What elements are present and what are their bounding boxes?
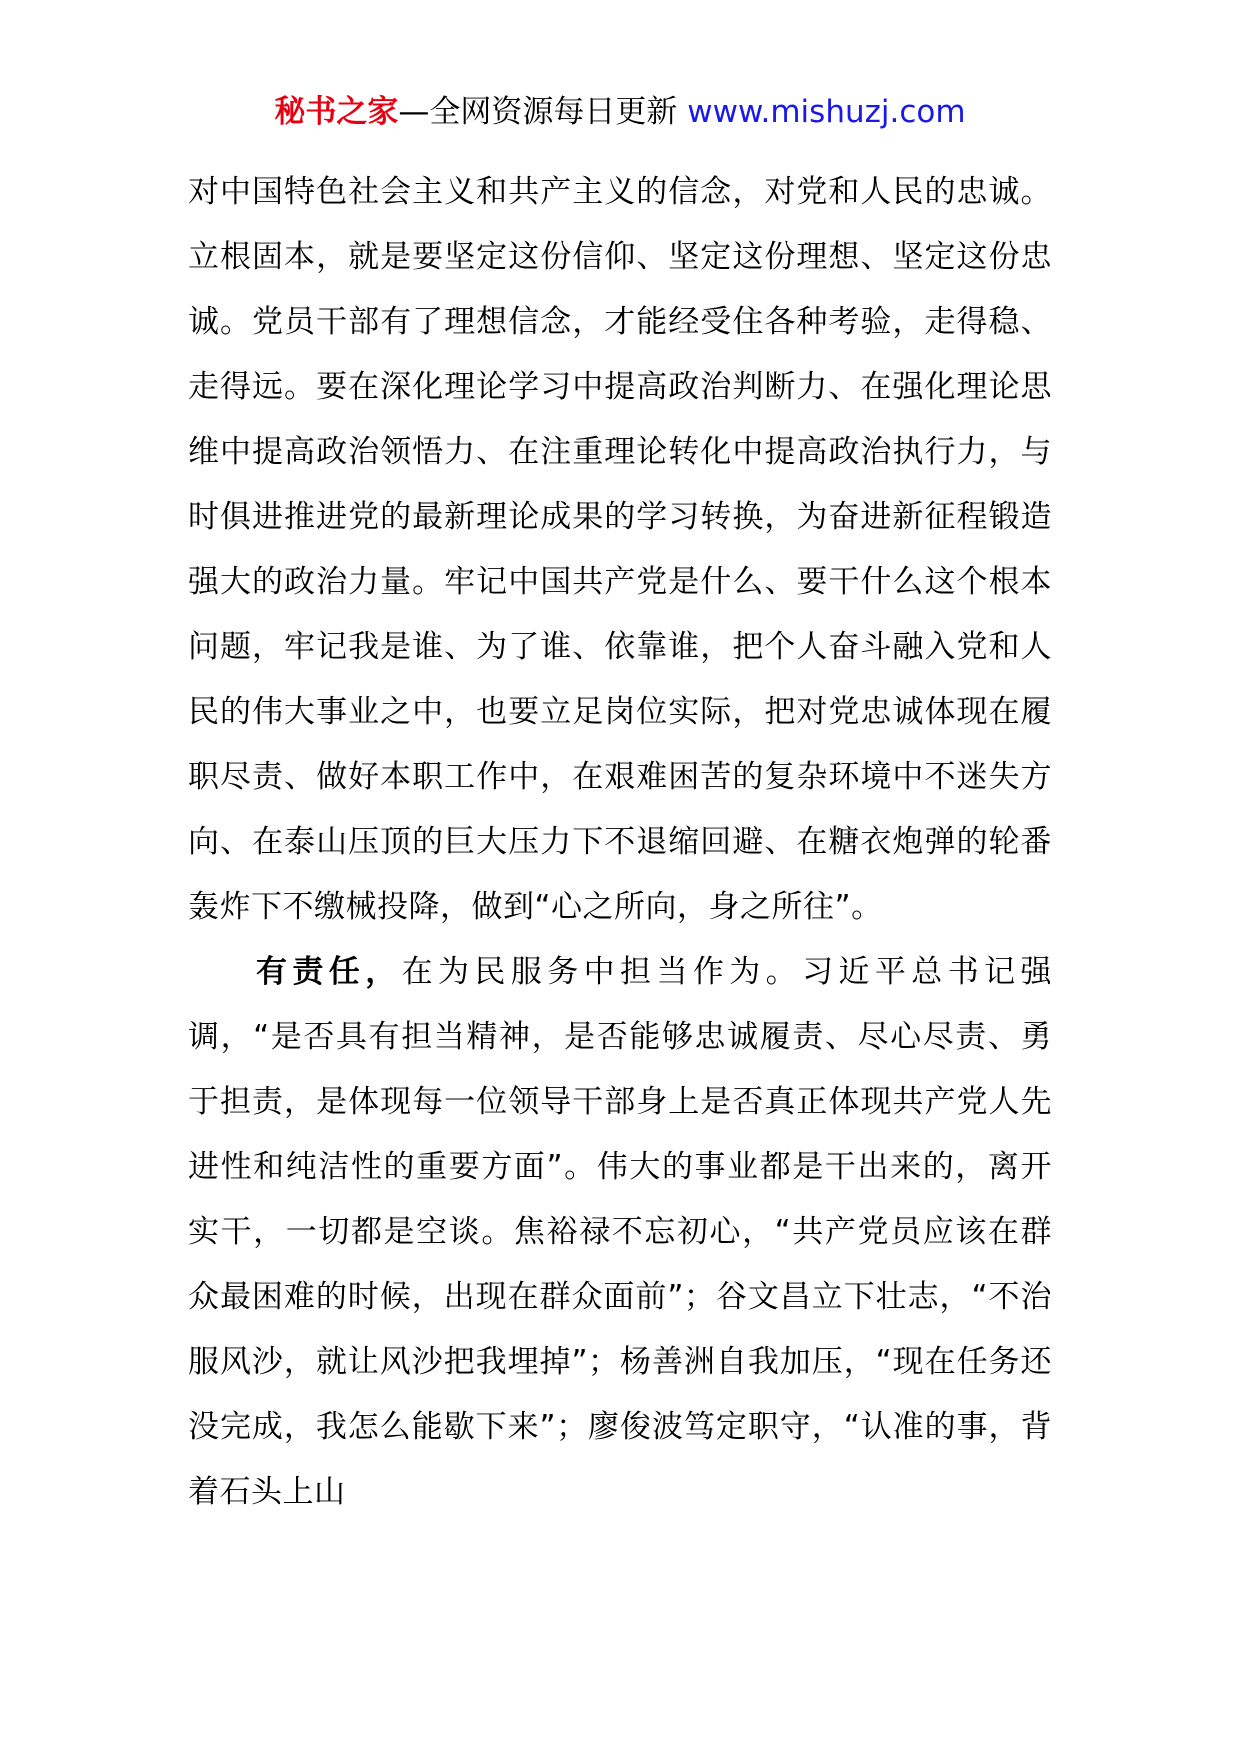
document-body [188,160,1052,1525]
brand-name: 秘书之家 [274,94,399,130]
header-slogan: —全网资源每日更新 [398,94,678,130]
paragraph-body-text: 在为民服务中担当作为。习近平总书记强调，“是否具有担当精神，是否能够忠诚履责、尽心尽责、勇于担责，是体现每一位领导干部身上是否真正体现共产党人先进性和纯洁性的重要方面”。伟大的事业都是干出来的，离开实干，一切都是空谈。焦裕禄不忘初心，“共产党员应该在群众最困难的时候，出现在群众面前”；谷文昌立下壮志，“不治服风沙，就让风沙把我埋掉”；杨善洲自我加压，“现在任务还没完成，我怎么能歇下来”；廖俊波笃定职守，“认准的事，背着石头上山 [188,954,1053,1510]
page-header [0,92,1240,132]
paragraph-responsibility [188,940,1052,1525]
website-link[interactable]: www.mishuzj.com [687,94,966,130]
paragraph-continued: 对中国特色社会主义和共产主义的信念，对党和人民的忠诚。立根固本，就是要坚定这份信仰、坚定这份理想、坚定这份忠诚。党员干部有了理想信念，才能经受住各种考验，走得稳、走得远。要在深化理论学习中提高政治判断力、在强化理论思维中提高政治领悟力、在注重理论转化中提高政治执行力，与时俱进推进党的最新理论成果的学习转换，为奋进新征程锻造强大的政治力量。牢记中国共产党是什么、要干什么这个根本问题，牢记我是谁、为了谁、依靠谁，把个人奋斗融入党和人民的伟大事业之中，也要立足岗位实际，把对党忠诚体现在履职尽责、做好本职工作中，在艰难困苦的复杂环境中不迷失方向、在泰山压顶的巨大压力下不退缩回避、在糖衣炮弹的轮番轰炸下不缴械投降，做到“心之所向，身之所往”。 [188,174,1052,925]
paragraph-lead-heading: 有责任， [256,954,402,990]
